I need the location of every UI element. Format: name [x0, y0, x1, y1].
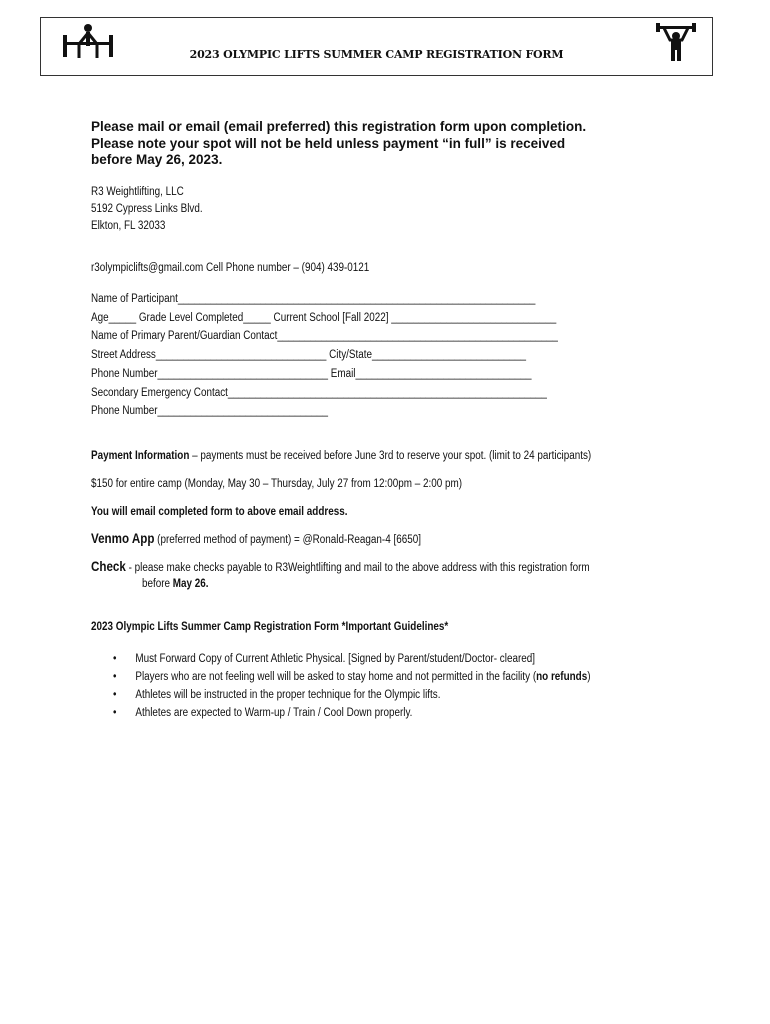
street-address: 5192 Cypress Links Blvd.	[91, 203, 203, 215]
mailing-address	[91, 184, 203, 235]
guideline-text: Players who are not feeling well will be asked to stay home and not permitted in the facility (	[135, 671, 537, 683]
payment-deadline: – payments must be received before June 3rd to reserve your spot. (limit to 24 participants)	[189, 450, 592, 462]
bullet-icon: •	[113, 707, 117, 719]
secondary-phone-field[interactable]: Phone Number_______________________________	[91, 405, 329, 418]
secondary-contact-field[interactable]: Secondary Emergency Contact__________________________________________________________	[91, 386, 547, 399]
list-item	[113, 686, 591, 704]
guidelines-heading: 2023 Olympic Lifts Summer Camp Registration Form *Important Guidelines*	[91, 621, 449, 633]
payment-info	[91, 450, 591, 462]
form-title: 2023 OLYMPIC LIFTS SUMMER CAMP REGISTRATION FORM	[189, 48, 564, 61]
contact-line: r3olympiclifts@gmail.com Cell Phone number – (904) 439-0121	[91, 262, 370, 274]
check-line	[91, 559, 590, 574]
notice-line: before May 26, 2023.	[91, 152, 223, 167]
email-instruction: You will email completed form to above email address.	[91, 506, 348, 518]
participant-name-field[interactable]: Name of Participant_________________________________________________________________	[91, 293, 536, 305]
age-grade-school-field[interactable]: Age_____ Grade Level Completed_____ Current School [Fall 2022] ______________________________	[91, 311, 557, 324]
submission-notice	[91, 119, 651, 169]
venmo-details: (preferred method of payment) = @Ronald-Reagan-4 [6650]	[154, 534, 421, 546]
notice-line: Please note your spot will not be held unless payment “in full” is received	[91, 135, 566, 151]
list-item	[113, 704, 591, 722]
list-item	[113, 650, 591, 668]
check-deadline-pre: before	[142, 578, 173, 590]
payment-heading: Payment Information	[91, 450, 190, 462]
check-details: - please make checks payable to R3Weightlifting and mail to the above address with this registration form	[125, 562, 590, 574]
company-name: R3 Weightlifting, LLC	[91, 186, 184, 198]
bullet-icon: •	[113, 653, 117, 665]
guideline-text-end: )	[587, 671, 591, 683]
guideline-text: Must Forward Copy of Current Athletic Physical. [Signed by Parent/student/Doctor- cleared]	[135, 653, 535, 665]
list-item	[113, 668, 591, 686]
city-state-zip: Elkton, FL 32033	[91, 220, 166, 232]
no-refunds-text: no refunds	[536, 671, 588, 683]
bullet-icon: •	[113, 671, 117, 683]
parent-contact-field[interactable]: Name of Primary Parent/Guardian Contact___________________________________________________	[91, 330, 558, 343]
phone-email-field[interactable]: Phone Number_______________________________ Email________________________________	[91, 367, 532, 380]
price-line: $150 for entire camp (Monday, May 30 – Thursday, July 27 from 12:00pm – 2:00 pm)	[91, 478, 463, 490]
guidelines-list	[113, 650, 591, 722]
guideline-text: Athletes are expected to Warm-up / Train / Cool Down properly.	[135, 707, 413, 719]
check-deadline-date: May 26.	[172, 578, 209, 590]
street-city-field[interactable]: Street Address_______________________________ City/State____________________________	[91, 349, 527, 362]
notice-line: Please mail or email (email preferred) this registration form upon completion.	[91, 119, 587, 134]
venmo-label: Venmo App	[91, 531, 155, 546]
form-header	[40, 17, 713, 76]
bullet-icon: •	[113, 689, 117, 701]
guideline-text: Athletes will be instructed in the proper technique for the Olympic lifts.	[135, 689, 441, 701]
check-label: Check	[91, 559, 126, 574]
registration-fields	[91, 290, 558, 421]
venmo-line	[91, 531, 421, 546]
barbell-lifter-icon	[654, 22, 698, 62]
check-deadline	[142, 578, 209, 590]
